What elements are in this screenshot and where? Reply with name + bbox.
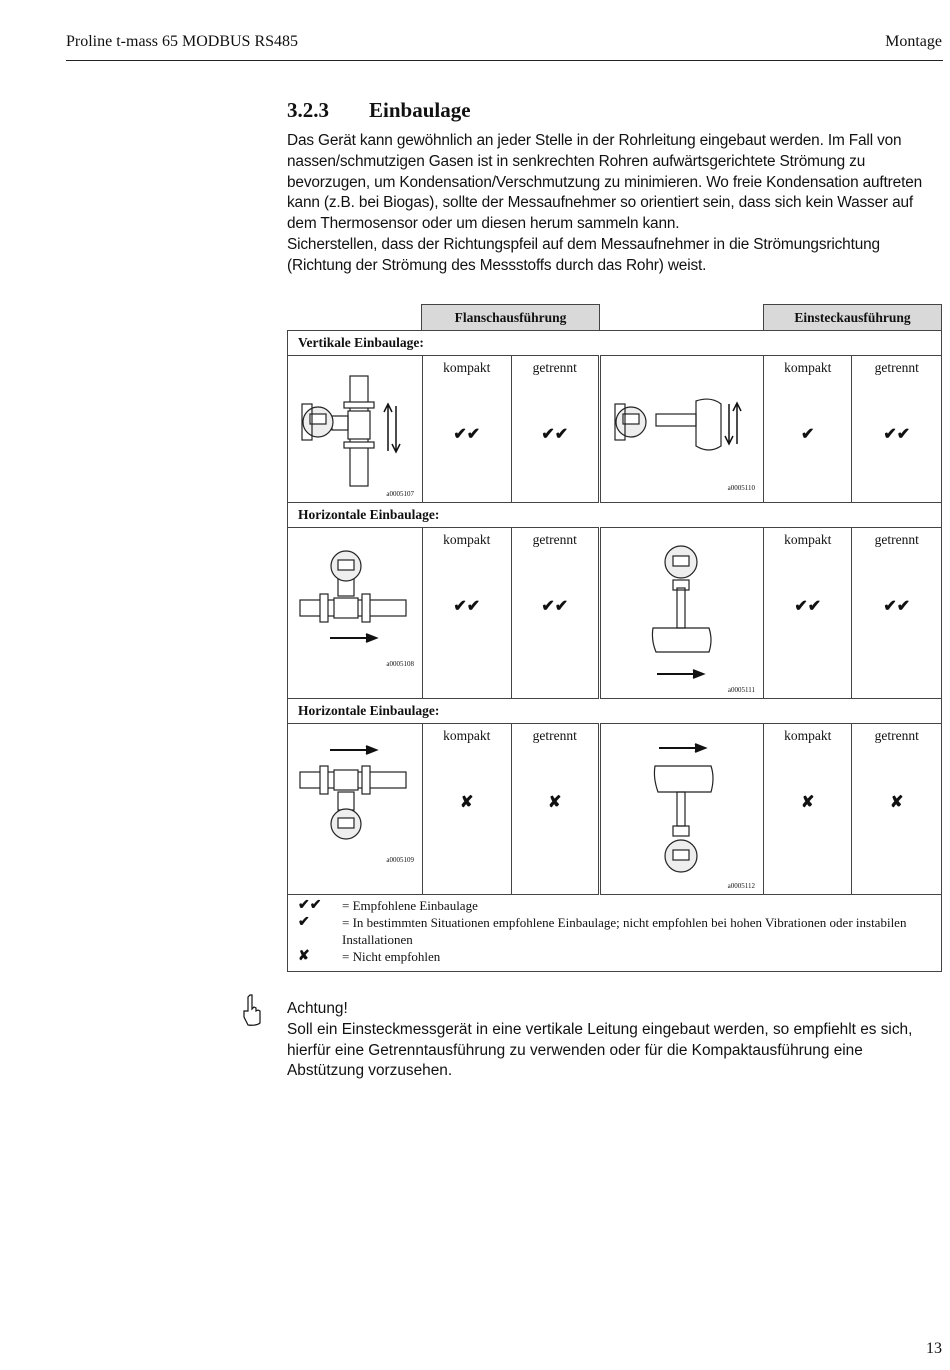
cell-einsteck-kompakt: kompakt ✔ — [763, 356, 852, 503]
cell-flansch-getrennt: getrennt ✘ — [511, 724, 599, 895]
cell-flansch-getrennt: getrennt ✔✔ — [511, 528, 599, 699]
figure-einsteck-horizontal-bottom — [600, 724, 764, 895]
figure-code: a0005110 — [727, 484, 755, 492]
pointing-hand-icon — [240, 993, 264, 1027]
figure-code: a0005108 — [386, 660, 414, 668]
column-header-einsteck: Einsteckausführung — [763, 304, 942, 331]
check-mark: ✔ — [801, 426, 815, 443]
check-mark: ✔✔ — [883, 426, 911, 443]
running-header-chapter: Montage — [885, 33, 942, 50]
figure-code: a0005112 — [727, 882, 755, 890]
table-row — [288, 724, 942, 895]
cell-flansch-getrennt: getrennt ✔✔ — [511, 356, 599, 503]
warning-block — [287, 999, 943, 1082]
intro-paragraph-1: Das Gerät kann gewöhnlich an jeder Stelle in der Rohrleitung eingebaut werden. Im Fall von nassen/schmutzigen Gasen ist in senkrechten Rohren aufwärtsgerichtete Strömung zu bevorzugen, um Kondensation/Verschmutzung zu minimieren. Wo freie Kondensation auftreten kann (z.B. bei Biogas), sollte der Messaufnehmer so orientiert sein, dass sich kein Wasser auf dem Thermosensor oder um diesen herum sammeln kann. — [287, 132, 923, 233]
figure-code: a0005111 — [727, 686, 755, 694]
cell-einsteck-getrennt: getrennt ✘ — [852, 724, 942, 895]
cell-einsteck-kompakt: kompakt ✔✔ — [763, 528, 852, 699]
flowmeter-horizontal-top-figure — [288, 528, 422, 698]
figure-einsteck-horizontal-top — [600, 528, 764, 699]
warning-title: Achtung! — [287, 1000, 348, 1017]
check-mark: ✔✔ — [883, 598, 911, 615]
intro-text — [287, 131, 943, 277]
column-header-flansch: Flanschausführung — [421, 304, 600, 331]
section-title: Einbaulage — [369, 98, 471, 122]
flowmeter-vertical-figure — [288, 356, 422, 502]
figure-flansch-horizontal-top — [288, 528, 423, 699]
check-mark: ✔✔ — [541, 426, 569, 443]
insertion-horizontal-top-figure — [601, 528, 761, 698]
running-header-title: Proline t-mass 65 MODBUS RS485 — [66, 33, 299, 50]
row-label-vertical: Vertikale Einbaulage: — [288, 331, 942, 356]
check-mark: ✔✔ — [453, 426, 481, 443]
insertion-vertical-figure — [601, 356, 761, 502]
check-mark: ✔✔ — [453, 598, 481, 615]
cross-mark: ✘ — [890, 794, 904, 811]
cell-einsteck-getrennt: getrennt ✔✔ — [852, 356, 942, 503]
insertion-horizontal-bottom-figure — [601, 724, 761, 894]
cross-mark: ✘ — [801, 794, 815, 811]
table-row — [288, 528, 942, 699]
legend-item: ✔ = In bestimmten Situationen empfohlene Einbaulage; nicht empfohlen bei hohen Vibrationen oder instabilen Installationen — [298, 915, 907, 947]
check-mark: ✔✔ — [794, 598, 822, 615]
cell-flansch-kompakt: kompakt ✔✔ — [423, 356, 512, 503]
row-label-horizontal-1: Horizontale Einbaulage: — [288, 503, 942, 528]
legend-item: ✔✔ = Empfohlene Einbaulage — [298, 898, 478, 913]
cell-einsteck-getrennt: getrennt ✔✔ — [852, 528, 942, 699]
warning-text: Soll ein Einsteckmessgerät in eine vertikale Leitung eingebaut werden, so empfiehlt es sich, hierfür eine Getrenntausführung zu verwenden oder für die Kompaktausführung eine Abstützung vorzusehen. — [287, 1020, 913, 1080]
row-label-horizontal-2: Horizontale Einbaulage: — [288, 699, 942, 724]
figure-einsteck-vertical — [600, 356, 764, 503]
table-row — [288, 356, 942, 503]
cell-flansch-kompakt: kompakt ✔✔ — [423, 528, 512, 699]
installation-table — [287, 330, 942, 972]
figure-code: a0005109 — [386, 856, 414, 864]
legend — [288, 895, 942, 972]
check-mark: ✔✔ — [541, 598, 569, 615]
cell-einsteck-kompakt: kompakt ✘ — [763, 724, 852, 895]
figure-code: a0005107 — [386, 490, 414, 498]
cross-mark: ✘ — [460, 794, 474, 811]
section-number: 3.2.3 — [287, 98, 329, 122]
flowmeter-horizontal-bottom-figure — [288, 724, 422, 894]
section-heading — [287, 98, 471, 123]
figure-flansch-horizontal-bottom — [288, 724, 423, 895]
header-rule — [66, 60, 943, 61]
cell-flansch-kompakt: kompakt ✘ — [423, 724, 512, 895]
cross-mark: ✘ — [548, 794, 562, 811]
page-number: 13 — [926, 1340, 942, 1357]
intro-paragraph-2: Sicherstellen, dass der Richtungspfeil auf dem Messaufnehmer in die Strömungsrichtung (Richtung der Strömung des Messstoffs durch das Rohr) weist. — [287, 235, 880, 274]
legend-item: ✘ = Nicht empfohlen — [298, 949, 441, 964]
figure-flansch-vertical — [288, 356, 423, 503]
